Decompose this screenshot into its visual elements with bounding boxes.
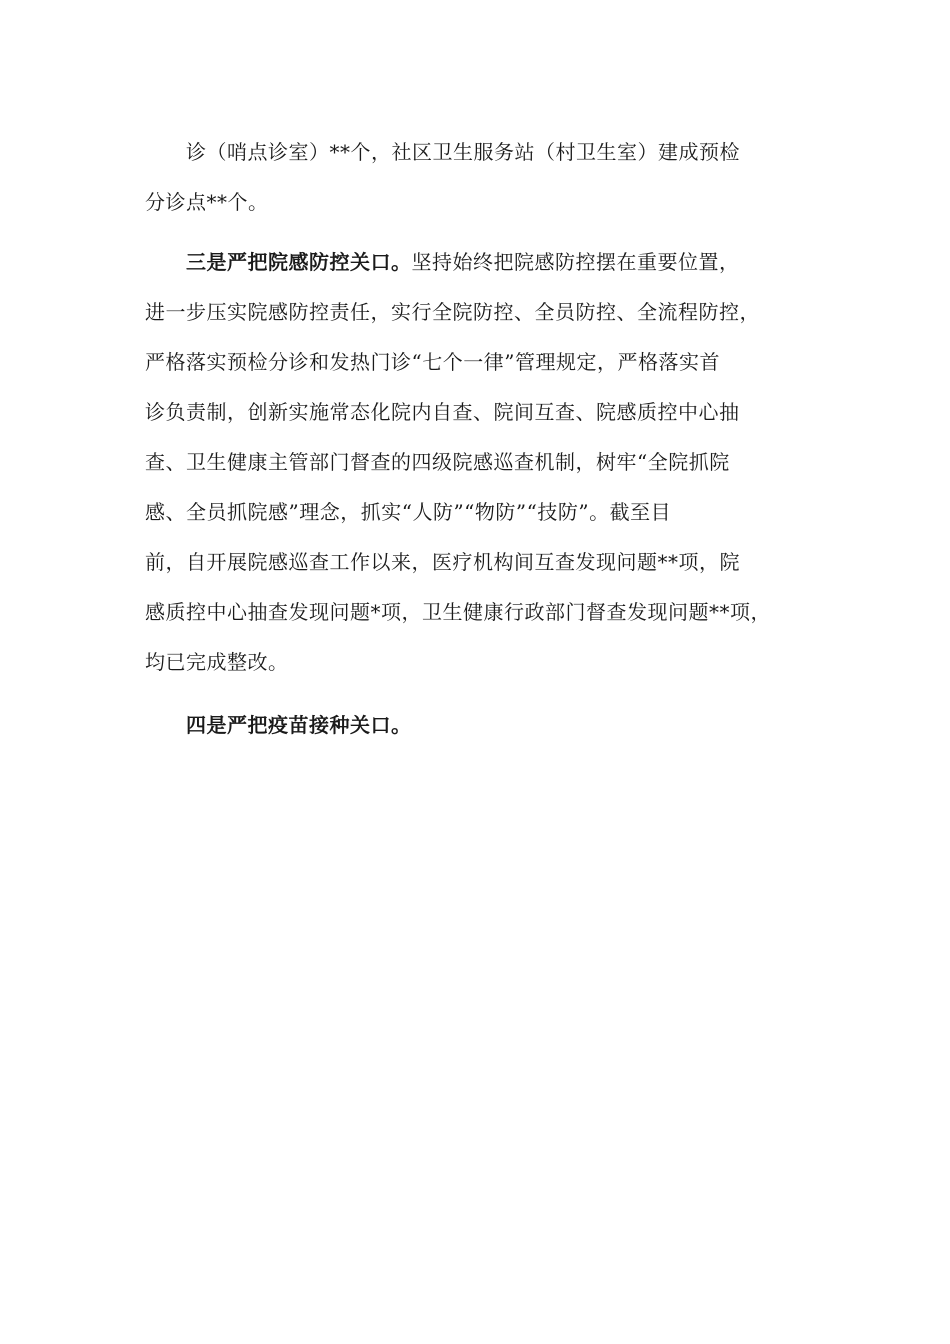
paragraph-2-line-8: 感质控中心抽查发现问题*项，卫生健康行政部门督查发现问题**项，: [145, 600, 771, 624]
paragraph-2-line-1-text: 坚持始终把院感防控摆在重要位置，: [411, 250, 740, 274]
section-heading-four: 四是严把疫苗接种关口。: [186, 713, 412, 737]
section-heading-three: 三是严把院感防控关口。: [186, 250, 412, 274]
paragraph-2-line-6: 感、全员抓院感”理念，抓实“人防”“物防”“技防”。截至目: [145, 500, 672, 524]
paragraph-1-line-1: 诊（哨点诊室）**个，社区卫生服务站（村卫生室）建成预检: [186, 140, 740, 164]
paragraph-2-line-1: [186, 249, 740, 275]
paragraph-2-line-9: 均已完成整改。: [145, 650, 289, 674]
paragraph-2-line-7: 前，自开展院感巡查工作以来，医疗机构间互查发现问题**项，院: [145, 550, 740, 574]
paragraph-2-line-5: 查、卫生健康主管部门督查的四级院感巡查机制，树牢“全院抓院: [145, 450, 730, 474]
paragraph-1-line-2: 分诊点**个。: [145, 190, 269, 214]
paragraph-2-line-2: 进一步压实院感防控责任，实行全院防控、全员防控、全流程防控，: [145, 300, 760, 324]
paragraph-2-line-4: 诊负责制，创新实施常态化院内自查、院间互查、院感质控中心抽: [145, 400, 740, 424]
paragraph-2-line-3: 严格落实预检分诊和发热门诊“七个一律”管理规定，严格落实首: [145, 350, 720, 374]
